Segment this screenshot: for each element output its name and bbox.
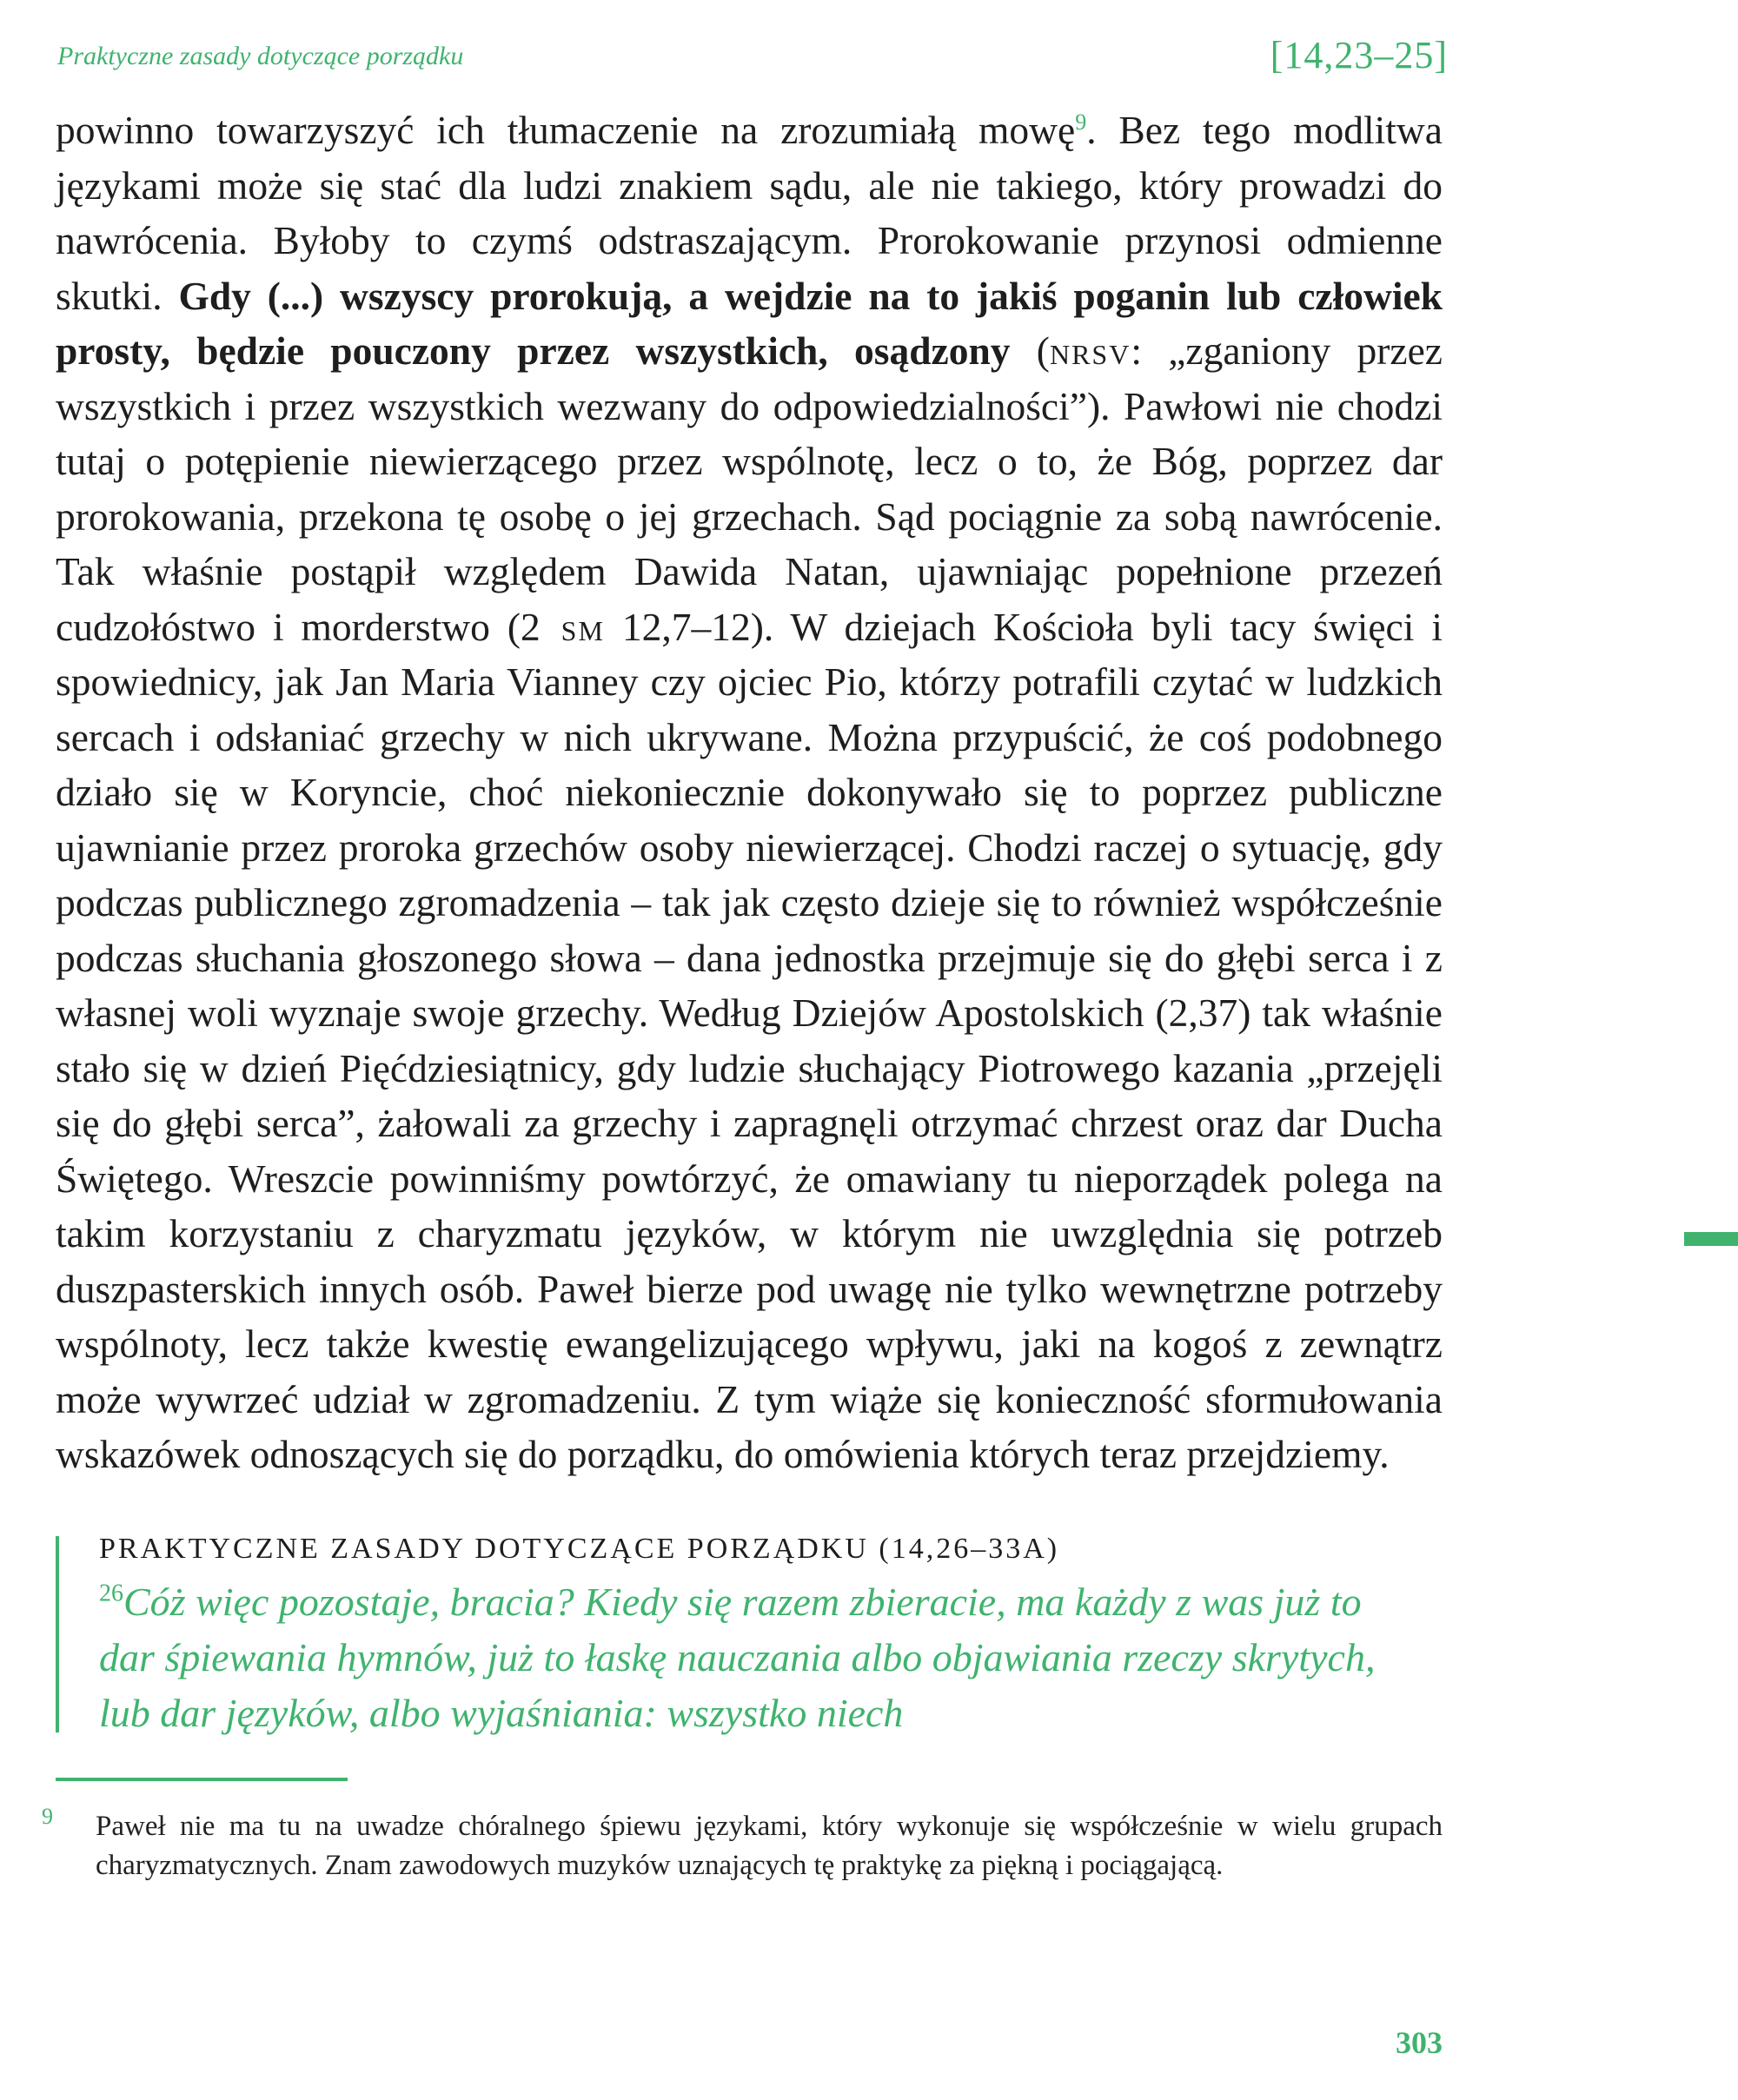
main-text-segment: powinno towarzyszyć ich tłumaczenie na zrozumiałą mowę <box>56 108 1076 152</box>
nrsv-abbreviation: nrsv <box>1049 328 1131 373</box>
footnote-text: Paweł nie ma tu na uwadze chóralnego śpiewu językami, który wykonuje się współcześnie w wielu grupach charyzmatycznych. Znam zawodowych muzyków uznających tę praktykę za piękną i pociągającą. <box>96 1811 1443 1881</box>
section-accent-bar <box>56 1536 59 1732</box>
footnote-divider <box>56 1778 348 1781</box>
section-block <box>56 1533 1446 1738</box>
footnote <box>42 1804 1443 1934</box>
verse-text: Cóż więc pozostaje, bracia? Kiedy się razem zbieracie, ma każdy z was już to dar śpiewania hymnów, już to łaskę nauczania albo objawiania rzeczy skrytych, lub dar języków, albo wyjaśniania: wszystko niech <box>99 1580 1376 1735</box>
running-head-reference: [14,23–25] <box>1270 34 1448 76</box>
book-abbreviation: 2 sm <box>520 604 605 649</box>
verse-number: 26 <box>99 1580 123 1607</box>
running-head <box>57 33 1448 85</box>
section-verse <box>99 1574 1403 1741</box>
main-text-segment: : „zganiony przez wszystkich i przez wszystkich wezwany do odpowiedzialności”). Pawłowi nie chodzi tutaj o potępienie niewierzącego przez wspólnotę, lecz o to, że Bóg, poprzez dar prorokowania, przekona tę osobę o jej grzechach. Sąd pociągnie za sobą nawrócenie. Tak właśnie postąpił względem Dawida Natan, ujawniając popełnione przezeń cudzołóstwo i morderstwo ( <box>56 328 1443 649</box>
footnote-reference: 9 <box>1075 109 1087 135</box>
main-text-segment: 12,7–12). W dziejach Kościoła byli tacy święci i spowiednicy, jak Jan Maria Vianney czy ojciec Pio, którzy potrafili czytać w ludzkich sercach i odsłaniać grzechy w nich ukrywane. Można przypuścić, że coś podobnego działo się w Koryncie, choć niekoniecznie dokonywało się to poprzez publiczne ujawnianie przez proroka grzechów osoby niewierzącej. Chodzi raczej o sytuację, gdy podczas publicznego zgromadzenia – tak jak często dzieje się to również współcześnie podczas słuchania głoszonego słowa – dana jednostka przejmuje się do głębi serca i z własnej woli wyznaje swoje grzechy. Według Dziejów Apostolskich (2,37) tak właśnie stało się w dzień Pięćdziesiątnicy, gdy ludzie słuchający Piotrowego kazania „przejęli się do głębi serca”, żałowali za grzechy i zapragnęli otrzymać chrzest oraz dar Ducha Świętego. Wreszcie powinniśmy powtórzyć, że omawiany tu nieporządek polega na takim korzystaniu z charyzmatu języków, w którym nie uwzględnia się potrzeb duszpasterskich innych osób. Paweł bierze pod uwagę nie tylko wewnętrzne potrzeby wspólnoty, lecz także kwestię ewangelizującego wpływu, jaki na kogoś z zewnątrz może wywrzeć udział w zgromadzeniu. Z tym wiąże się konieczność sformułowania wskazówek odnoszących się do porządku, do omówienia których teraz przejdziemy. <box>56 604 1443 1476</box>
section-heading: PRAKTYCZNE ZASADY DOTYCZĄCE PORZĄDKU (14,26–33A) <box>99 1533 1060 1565</box>
running-head-title: Praktyczne zasady dotyczące porządku <box>57 42 464 70</box>
main-paragraph <box>56 103 1443 1482</box>
bible-quote-bold: Gdy (...) wszyscy prorokują, a wejdzie na to jakiś poganin lub człowiek prosty, będzie pouczony przez wszystkich, osądzony <box>56 273 1443 373</box>
main-text-segment: . Bez tego modlitwa językami może się stać dla ludzi znakiem sądu, ale nie takiego, który prowadzi do nawrócenia. Byłoby to czymś odstraszającym. Prorokowanie przynosi odmienne skutki. <box>56 108 1443 318</box>
footnote-number: 9 <box>42 1804 53 1829</box>
edge-thumb-marker <box>1684 1232 1738 1246</box>
main-text-segment: ( <box>1010 328 1050 373</box>
page-number: 303 <box>1396 2025 1443 2060</box>
